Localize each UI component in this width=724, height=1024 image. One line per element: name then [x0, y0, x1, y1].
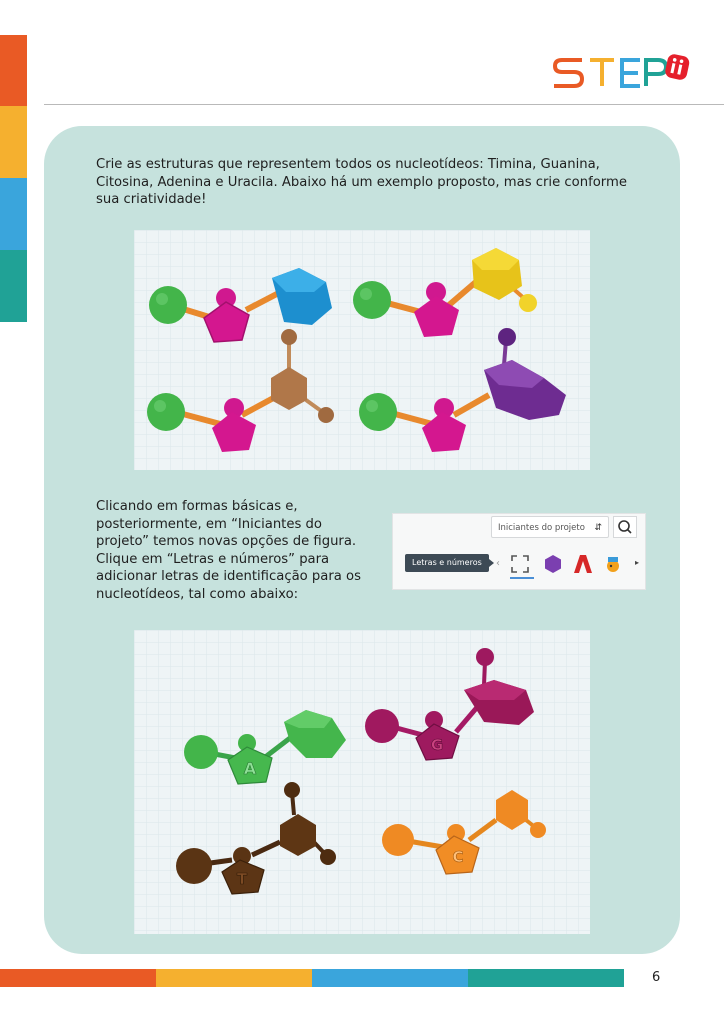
- shape-library-dropdown[interactable]: [491, 516, 609, 538]
- footer-bar-blue: [312, 969, 468, 987]
- dropdown-arrows-icon: ⇵: [594, 523, 602, 533]
- accent-stripe-orange: [0, 35, 27, 106]
- accent-stripe-teal: [0, 250, 27, 322]
- frame-corners-icon: [508, 552, 532, 576]
- scroll-right-icon[interactable]: ▸: [635, 558, 640, 567]
- step-logo: [552, 48, 692, 96]
- accent-stripe-yellow: [0, 106, 27, 178]
- character-shape[interactable]: [601, 552, 625, 576]
- search-button[interactable]: [613, 516, 637, 538]
- letters-numbers-shape[interactable]: [508, 552, 532, 576]
- accent-stripe-blue: [0, 178, 27, 250]
- letter-a-label: A: [243, 759, 257, 778]
- letter-a-icon: [571, 552, 595, 576]
- shape-library-dropdown-value: Iniciantes do projeto: [498, 523, 585, 533]
- letter-a-shape[interactable]: [571, 552, 595, 576]
- letters-numbers-tooltip: Letras e números: [405, 554, 489, 572]
- page-number: 6: [652, 970, 661, 985]
- letter-t-label: T: [236, 870, 248, 888]
- letter-c-label: C: [452, 848, 464, 866]
- letter-g-label: G: [430, 736, 444, 754]
- scroll-left-icon[interactable]: ‹: [496, 558, 500, 569]
- search-icon: [614, 517, 636, 537]
- footer-bar-yellow: [156, 969, 312, 987]
- hexagon-shape[interactable]: [541, 552, 565, 576]
- instructions-paragraph: Clicando em formas básicas e, posteriormente, em “Iniciantes do projeto” temos novas opções de figura. Clique em “Letras e números” para adicionar letras de identificação para os nucleotídeos, tal como abaixo:: [96, 499, 361, 602]
- tinkercad-shapes-panel: [392, 513, 646, 590]
- nucleotides-with-letters-image: [134, 630, 590, 934]
- selected-shape-underline: [510, 577, 534, 579]
- footer-bar-orange: [0, 969, 156, 987]
- header-divider: [44, 104, 724, 105]
- hexagon-icon: [541, 552, 565, 576]
- intro-paragraph: Crie as estruturas que representem todos os nucleotídeos: Timina, Guanina, Citosina, Adenina e Uracila. Abaixo há um exemplo proposto, mas crie conforme sua criatividade!: [96, 157, 627, 208]
- character-icon: [601, 552, 625, 576]
- footer-bar-teal: [468, 969, 624, 987]
- nucleotides-example-image: [134, 230, 590, 470]
